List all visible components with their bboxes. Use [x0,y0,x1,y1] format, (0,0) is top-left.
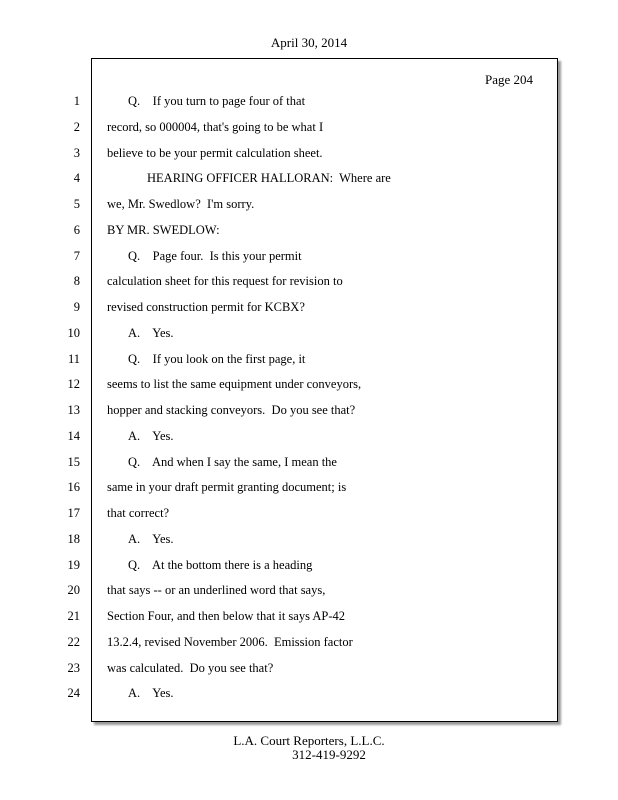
line-number: 10 [67,325,80,340]
line-number: 16 [67,480,80,495]
transcript-line-text: HEARING OFFICER HALLORAN: Where are [147,171,391,186]
transcript-line-text: A. Yes. [128,325,174,340]
line-number: 7 [73,248,80,263]
line-number: 24 [67,686,80,701]
line-number: 15 [67,454,80,469]
transcript-line-text: Q. If you look on the first page, it [128,351,306,366]
line-number: 22 [67,634,80,649]
page-number: Page 204 [484,72,533,87]
transcript-line-text: A. Yes. [128,686,174,701]
line-number: 3 [73,145,80,160]
line-number: 12 [67,377,80,392]
line-number: 18 [67,531,80,546]
transcript-line-text: record, so 000004, that's going to be what I [107,119,324,134]
transcript-line-text: revised construction permit for KCBX? [107,300,305,314]
transcript-line-text: calculation sheet for this request for revision to [107,274,343,289]
line-number: 1 [73,94,80,108]
header-date: April 30, 2014 [270,35,348,50]
line-number: 14 [67,428,80,443]
transcript-line-text: Q. If you turn to page four of that [128,94,306,108]
transcript-line-text: that says -- or an underlined word that says, [107,583,326,598]
line-number: 21 [67,609,80,623]
transcript-line-text: that correct? [107,506,170,520]
line-number: 8 [73,274,80,289]
transcript-line-text: same in your draft permit granting document; is [107,480,347,495]
transcript-line-text: BY MR. SWEDLOW: [107,222,220,237]
line-number: 9 [73,300,80,314]
transcript-line-text: Q. And when I say the same, I mean the [128,454,337,469]
line-number: 20 [67,583,80,598]
transcript-line-text: was calculated. Do you see that? [107,660,274,675]
line-number: 5 [73,197,80,211]
transcript-line-text: A. Yes. [128,428,174,443]
transcript-line-text: A. Yes. [128,531,174,546]
transcript-line-text: believe to be your permit calculation sheet. [107,145,323,160]
transcript-line-text: Section Four, and then below that it says AP-42 [107,609,346,623]
transcript-line-text: seems to list the same equipment under conveyors, [107,377,362,392]
transcript-line-text: Q. Page four. Is this your permit [128,248,302,263]
footer-company: L.A. Court Reporters, L.L.C. [233,733,385,748]
line-number: 13 [67,403,80,417]
line-number: 11 [67,351,80,366]
line-number: 23 [67,660,80,675]
line-number: 6 [73,222,80,237]
footer-phone: 312-419-9292 [292,747,366,762]
transcript-line-text: hopper and stacking conveyors. Do you see that? [107,403,356,417]
transcript-line-text: Q. At the bottom there is a heading [128,557,313,572]
line-number: 4 [73,171,80,186]
line-number: 17 [67,506,80,520]
line-number: 19 [67,557,80,572]
transcript-line-text: we, Mr. Swedlow? I'm sorry. [107,197,255,211]
transcript-line-text: 13.2.4, revised November 2006. Emission factor [107,634,353,649]
line-number: 2 [73,119,80,134]
